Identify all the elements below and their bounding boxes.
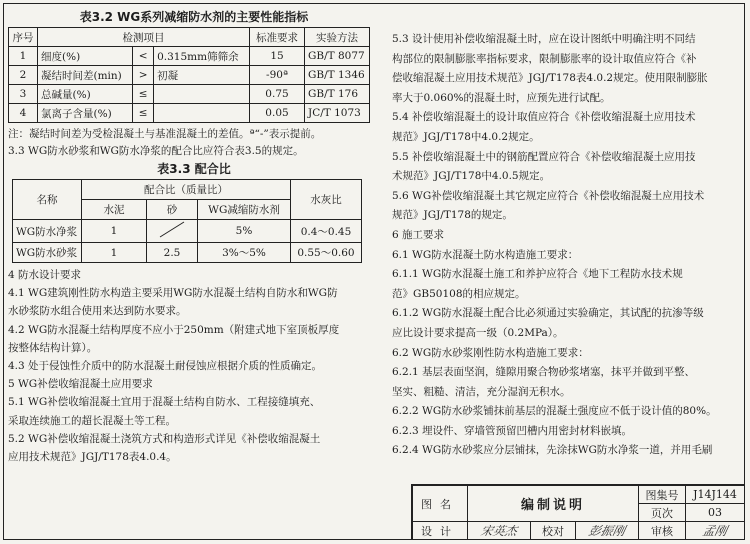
page-no: 03 xyxy=(686,504,745,522)
paragraph: 6 施工要求 xyxy=(392,228,445,241)
paragraph: 6.1 WG防水混凝土防水构造施工要求： xyxy=(392,248,579,261)
header-group: 配合比（质量比） xyxy=(82,180,291,200)
paragraph: 4.2 WG防水混凝土结构厚度不应小于250mm（附建式地下室顶板厚度 xyxy=(8,323,340,336)
table-row xyxy=(9,85,370,104)
paragraph: 5.3 设计使用补偿收缩混凝土时，应在设计图纸中明确注明不同结 xyxy=(392,33,696,45)
row-cond: 初凝 xyxy=(154,66,250,85)
paragraph: 按整体结构计算）。 xyxy=(8,341,98,354)
label-review: 审核 xyxy=(639,522,686,540)
header-item: 检测项目 xyxy=(38,28,250,47)
row-no: 1 xyxy=(9,47,38,66)
title-block-table xyxy=(412,485,745,540)
header-no: 序号 xyxy=(9,28,38,47)
label-atlas-no: 图集号 xyxy=(639,486,686,504)
header-method: 实验方法 xyxy=(305,28,370,47)
paragraph: 5.2 WG补偿收缩混凝土浇筑方式和构造形式详见《补偿收缩混凝土 xyxy=(8,432,321,445)
row-op: > xyxy=(133,66,154,85)
paragraph: 应比设计要求提高一级（0.2MPa）。 xyxy=(392,326,564,339)
paragraph: 范》GB50108的相应规定。 xyxy=(392,287,526,300)
table-row xyxy=(13,243,362,263)
row-op: ≤ xyxy=(133,104,154,123)
right-column xyxy=(392,30,738,461)
checker-signature: 彭振刚 xyxy=(576,522,639,540)
paragraph: 采取连续施工的超长混凝土等工程。 xyxy=(8,414,176,427)
label-check: 校对 xyxy=(531,522,576,540)
row-sand: 2.5 xyxy=(147,243,198,263)
header-agent: WG减缩防水剂 xyxy=(198,200,291,220)
row-cement: 1 xyxy=(82,220,147,243)
row-name: WG防水砂浆 xyxy=(13,243,82,263)
reviewer-signature: 孟刚 xyxy=(686,522,745,540)
row-no: 2 xyxy=(9,66,38,85)
note-line: 注：凝结时间差为受检混凝土与基准混凝土的差值。ª“-”表示提前。 xyxy=(8,128,322,140)
label-design: 设计 xyxy=(413,522,468,540)
label-page-no: 页次 xyxy=(639,504,686,522)
table-row xyxy=(9,47,370,66)
row-wc: 0.55～0.60 xyxy=(291,243,362,263)
table1-title: 表3.2 WG系列减缩防水剂的主要性能指标 xyxy=(79,10,309,24)
row-cond xyxy=(154,85,250,104)
performance-table xyxy=(8,27,370,123)
paragraph: 6.1.1 WG防水混凝土施工和养护应符合《地下工程防水技术规 xyxy=(392,268,683,281)
atlas-no: J14J144 xyxy=(686,486,745,504)
row-item: 氯离子含量(%) xyxy=(38,104,133,123)
row-cement: 1 xyxy=(82,243,147,263)
table2-title: 表3.3 配合比 xyxy=(157,162,231,176)
row-op: < xyxy=(133,47,154,66)
row-cond xyxy=(154,104,250,123)
row-req: 0.75 xyxy=(250,85,305,104)
paragraph: 6.2.2 WG防水砂浆铺抹前基层的混凝土强度应不低于设计值的80%。 xyxy=(392,405,717,418)
table-row xyxy=(9,104,370,123)
paragraph: 6.2.1 基层表面坚润，缝隙用聚合物砂浆堵塞，抹平并做到平整、 xyxy=(392,366,696,379)
paragraph: 水砂浆防水组合使用来达到防水要求。 xyxy=(8,305,187,318)
row-op: ≤ xyxy=(133,85,154,104)
paragraph: 5.4 补偿收缩混凝土的设计取值应符合《补偿收缩混凝土应用技术 xyxy=(392,111,696,124)
paragraph: 5 WG补偿收缩混凝土应用要求 xyxy=(8,378,153,391)
paragraph: 6.2 WG防水砂浆刚性防水构造施工要求： xyxy=(392,346,589,359)
row-sand-slash xyxy=(147,220,198,243)
paragraph: 偿收缩混凝土应用技术规范》JGJ/T178表4.0.2规定。使用限制膨胀 xyxy=(392,72,708,85)
header-cement: 水泥 xyxy=(82,200,147,220)
row-req: 15 xyxy=(250,47,305,66)
header-req: 标准要求 xyxy=(250,28,305,47)
paragraph: 率大于0.060%的混凝土时，应预先进行试配。 xyxy=(392,91,611,104)
slash-mark xyxy=(150,220,194,239)
label-drawing-name: 图名 xyxy=(413,486,468,522)
paragraph: 坚实、粗糙、清洁，充分湿润无积水。 xyxy=(392,385,571,398)
paragraph: 5.6 WG补偿收缩混凝土其它规定应符合《补偿收缩混凝土应用技术 xyxy=(392,189,705,202)
paragraph: 应用技术规范》JGJ/T178表4.0.4。 xyxy=(8,451,177,464)
paragraph: 6.1.2 WG防水混凝土配合比必须通过实验确定，其试配的抗渗等级 xyxy=(392,307,704,320)
paragraph: 4.1 WG建筑刚性防水构造主要采用WG防水混凝土结构自防水和WG防 xyxy=(8,287,338,300)
row-agent: 5% xyxy=(198,220,291,243)
table2-header xyxy=(13,180,362,200)
title-block xyxy=(411,484,745,540)
header-wc: 水灰比 xyxy=(291,180,362,220)
paragraph: 构部位的限制膨胀率指标要求，限制膨胀率的设计取值应符合《补 xyxy=(392,52,697,65)
table-row xyxy=(9,66,370,85)
row-cond: 0.315mm筛筛余 xyxy=(154,47,250,66)
row-item: 凝结时间差(min) xyxy=(38,66,133,85)
row-no: 4 xyxy=(9,104,38,123)
row-method: GB/T 176 xyxy=(305,85,370,104)
paragraph: 5.5 补偿收缩混凝土中的钢筋配置应符合《补偿收缩混凝土应用技 xyxy=(392,150,696,163)
row-agent: 3%～5% xyxy=(198,243,291,263)
row-item: 细度(%) xyxy=(38,47,133,66)
table-row xyxy=(13,220,362,243)
header-sand: 砂 xyxy=(147,200,198,220)
designer-signature: 宋英杰 xyxy=(468,522,531,540)
drawing-title: 编制说明 xyxy=(468,486,639,522)
note-line: 3.3 WG防水砂浆和WG防水净浆的配合比应符合表3.5的规定。 xyxy=(8,145,304,157)
paragraph: 术规范》JGJ/T178中4.0.5规定。 xyxy=(392,170,551,183)
row-req: 0.05 xyxy=(250,104,305,123)
paragraph: 规范》JGJ/T178的规定。 xyxy=(392,209,513,222)
paragraph: 4.3 处于侵蚀性介质中的防水混凝土耐侵蚀应根据介质的性质确定。 xyxy=(8,360,323,373)
left-column xyxy=(8,8,380,466)
paragraph: 规范》JGJ/T178中4.0.2规定。 xyxy=(392,130,540,143)
table1-header xyxy=(9,28,370,47)
row-item: 总碱量(%) xyxy=(38,85,133,104)
row-name: WG防水净浆 xyxy=(13,220,82,243)
row-req: -90ª xyxy=(250,66,305,85)
paragraph: 6.2.4 WG防水砂浆应分层铺抹，先涂抹WG防水净浆一道，并用毛刷 xyxy=(392,444,713,457)
paragraph: 5.1 WG补偿收缩混凝土宜用于混凝土结构自防水、工程接缝填充、 xyxy=(8,396,321,409)
row-method: JC/T 1073 xyxy=(305,104,370,123)
row-method: GB/T 8077 xyxy=(305,47,370,66)
row-wc: 0.4～0.45 xyxy=(291,220,362,243)
paragraph: 4 防水设计要求 xyxy=(8,269,82,281)
header-name: 名称 xyxy=(13,180,82,220)
paragraph: 6.2.3 埋设件、穿墙管预留凹槽内用密封材料嵌填。 xyxy=(392,424,633,437)
mix-ratio-table xyxy=(12,179,362,263)
row-method: GB/T 1346 xyxy=(305,66,370,85)
row-no: 3 xyxy=(9,85,38,104)
